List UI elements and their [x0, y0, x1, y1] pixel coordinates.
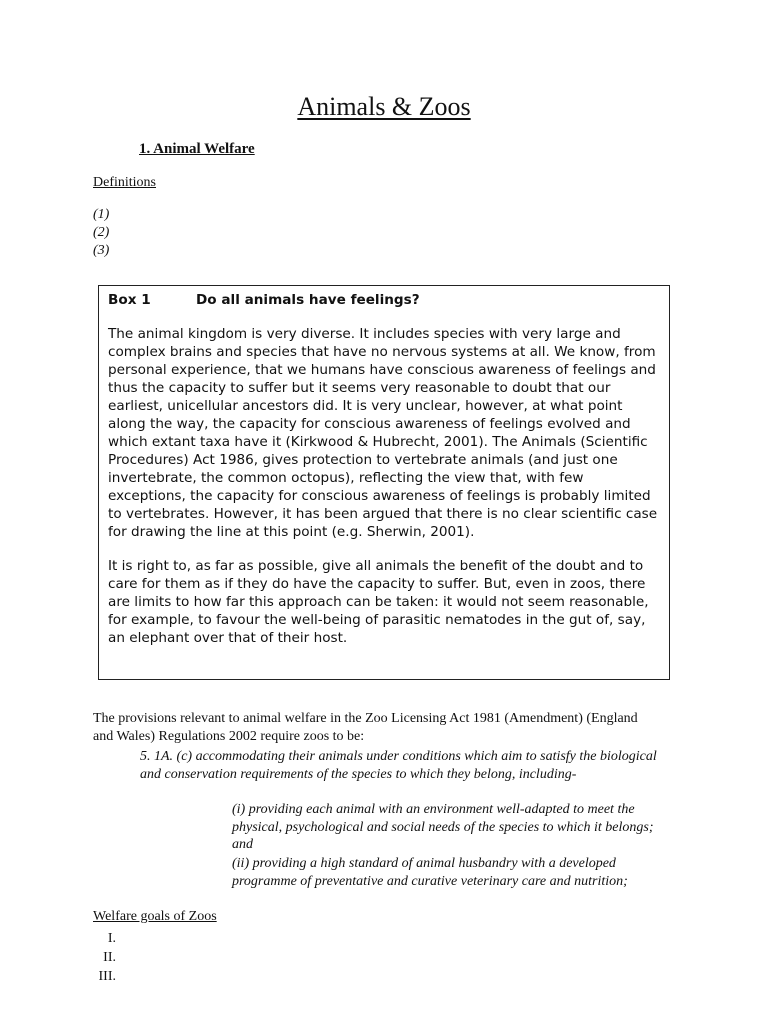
provision-quote: 5. 1A. (c) accommodating their animals under conditions which aim to satisfy the biological and conservation requirements of the species to which they belong, including-	[140, 749, 657, 782]
box-label: Box 1	[108, 292, 151, 308]
definition-item: (2)	[93, 225, 110, 240]
welfare-goal-item: II.	[103, 950, 116, 965]
definition-item: (1)	[93, 207, 110, 222]
welfare-goals-list	[93, 929, 116, 986]
page-title: Animals & Zoos	[297, 92, 471, 121]
definitions-list	[93, 206, 109, 260]
section-heading: 1. Animal Welfare	[139, 141, 255, 157]
definitions-label: Definitions	[93, 175, 156, 190]
box-heading: Do all animals have feelings?	[196, 292, 420, 308]
box-paragraph: It is right to, as far as possible, give all animals the benefit of the doubt and to care for them as if they do have the capacity to suffer. But, even in zoos, there are limits to how far this approach can be taken: it would not seem reasonable, for example, to favour the well-being of parasitic nematodes in the gut of, say, an elephant over that of their host.	[108, 558, 649, 646]
subprovision-item: (i) providing each animal with an environment well-adapted to meet the physical, psychological and social needs of the species to which it belongs; and	[232, 802, 654, 852]
box-paragraph: The animal kingdom is very diverse. It includes species with very large and complex brains and species that have no nervous systems at all. We know, from personal experience, that we humans have conscious awareness of feelings and thus the capacity to suffer but it seems very reasonable to doubt that our earliest, unicellular ancestors did. It is very unclear, however, at what point along the way, the capacity for conscious awareness of feelings evolved and which extant taxa have it (Kirkwood & Hubrecht, 2001). The Animals (Scientific Procedures) Act 1986, gives protection to vertebrate animals (and just one invertebrate, the common octopus), reflecting the view that, with few exceptions, the capacity for conscious awareness of feelings is probably limited to vertebrates. However, it has been argued that there is no clear scientific case for drawing the line at this point (e.g. Sherwin, 2001).	[108, 326, 658, 540]
box-header	[108, 291, 660, 309]
welfare-goals-label: Welfare goals of Zoos	[93, 909, 217, 924]
intro-paragraph: The provisions relevant to animal welfare in the Zoo Licensing Act 1981 (Amendment) (England and Wales) Regulations 2002 require zoos to be:	[93, 711, 638, 744]
welfare-goal-item: III.	[98, 969, 116, 984]
subprovision-item: (ii) providing a high standard of animal husbandry with a developed programme of preventative and curative veterinary care and nutrition;	[232, 856, 628, 889]
definition-item: (3)	[93, 243, 110, 258]
info-box	[98, 285, 670, 680]
welfare-goal-item: I.	[107, 931, 116, 946]
